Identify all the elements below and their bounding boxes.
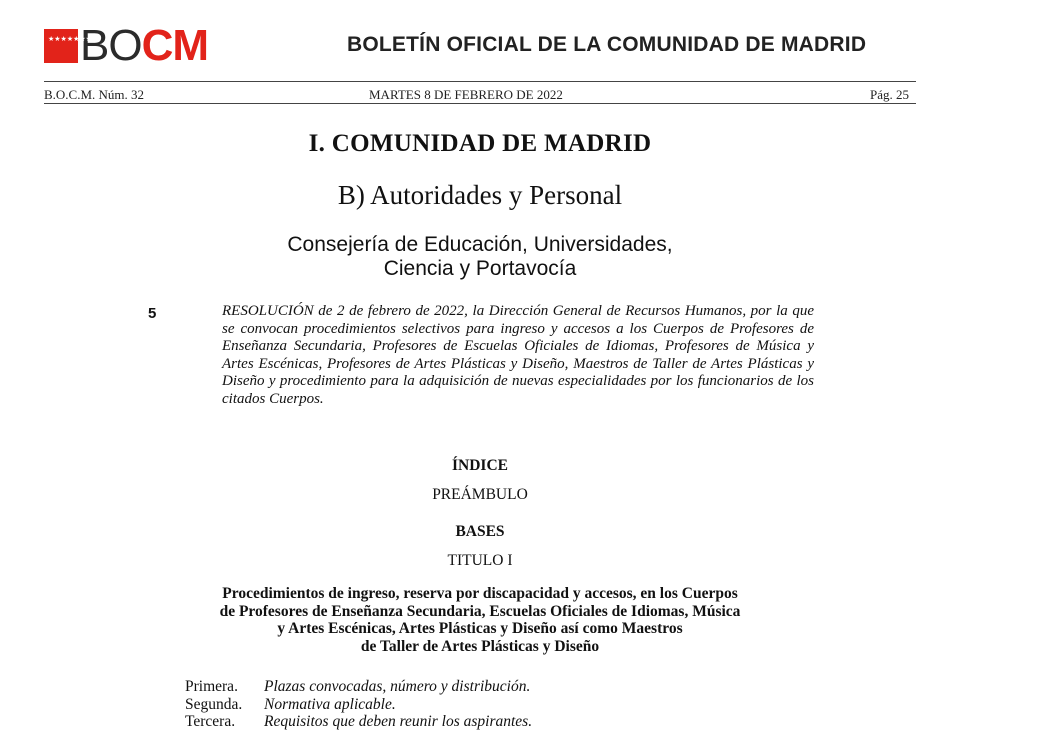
index-item-text: Plazas convocadas, número y distribución.: [264, 678, 531, 695]
title-line: de Taller de Artes Plásticas y Diseño: [360, 637, 600, 655]
index-item-label: Segunda.: [185, 695, 243, 713]
resolution-number: 5: [148, 305, 157, 322]
title-line: de Profesores de Enseñanza Secundaria, Escuelas Oficiales de Idiomas, Música: [219, 602, 741, 620]
index-item-text: Requisitos que deben reunir los aspirantes.: [264, 713, 533, 731]
title-label: TITULO I: [447, 552, 513, 569]
flag-stars: ★★★★★★★: [48, 35, 92, 43]
header-rule-bottom: [44, 103, 916, 104]
logo-text: [80, 21, 209, 70]
index-heading: ÍNDICE: [452, 457, 508, 474]
logo-text-cm: CM: [141, 21, 209, 70]
bases-heading: BASES: [455, 523, 505, 540]
section-subtitle: B) Autoridades y Personal: [337, 180, 623, 210]
title-line: Procedimientos de ingreso, reserva por discapacidad y accesos, en los Cuerpos: [222, 585, 738, 602]
section-title: I. COMUNIDAD DE MADRID: [308, 130, 652, 157]
issue-date: MARTES 8 DE FEBRERO DE 2022: [369, 87, 563, 102]
index-item: [185, 696, 532, 714]
index-item-label: Tercera.: [185, 713, 236, 731]
header-rule-top: [44, 81, 916, 82]
logo-text-bo: BO: [80, 21, 142, 70]
index-item-text: Normativa aplicable.: [264, 695, 396, 713]
preamble-heading: PREÁMBULO: [432, 486, 528, 503]
index-item-label: Primera.: [185, 678, 238, 695]
index-list: [185, 678, 532, 731]
title-description: [0, 585, 960, 655]
resolution-text: RESOLUCIÓN de 2 de febrero de 2022, la Dirección General de Recursos Humanos, por la que se convocan procedimientos selectivos para ingreso y accesos a los Cuerpos de Profesores de Enseñanza Secundaria, Profesores de Escuelas Oficiales de Idiomas, Profesores de Música y Artes Escénicas, Profesores de Artes Plásticas y Diseño, Maestros de Taller de Artes Plásticas y Diseño y procedimiento para la adquisición de nuevas especialidades por los funcionarios de los citados Cuerpos.: [222, 303, 814, 407]
page-number: Pág. 25: [870, 87, 909, 102]
department-line-2: Ciencia y Portavocía: [383, 257, 577, 280]
madrid-flag-icon: [44, 29, 92, 63]
bocm-logo: [44, 21, 209, 70]
title-line: y Artes Escénicas, Artes Plásticas y Diseño así como Maestros: [277, 620, 683, 638]
index-item: [185, 678, 532, 696]
department-heading: [0, 233, 960, 281]
masthead-title: BOLETÍN OFICIAL DE LA COMUNIDAD DE MADRID: [347, 33, 867, 56]
index-item: [185, 713, 532, 731]
issue-number: B.O.C.M. Núm. 32: [44, 87, 145, 102]
department-line-1: Consejería de Educación, Universidades,: [287, 233, 673, 256]
